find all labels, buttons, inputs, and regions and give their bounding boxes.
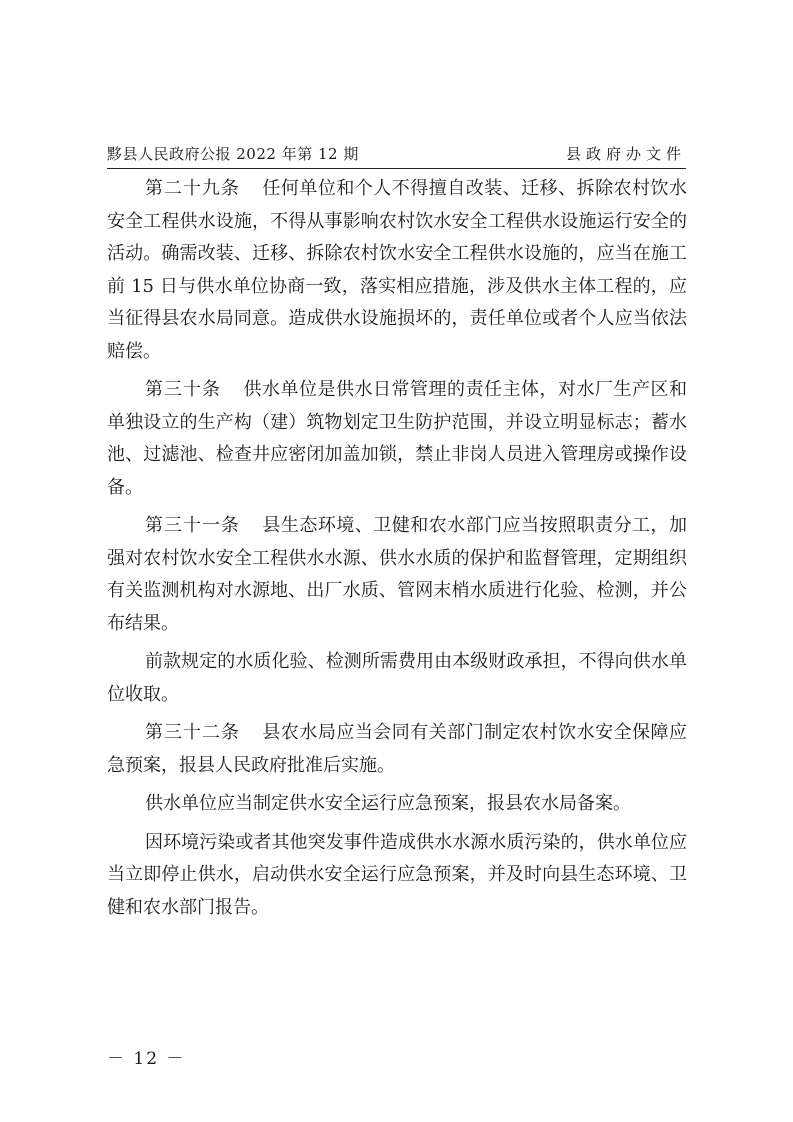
article-31-paragraph [107,510,687,640]
header-section-label: 县政府办文件 [565,145,686,163]
article-heading: 第三十一条 [145,515,240,536]
document-body [107,173,687,930]
article-32-paragraph [107,717,687,782]
running-header [107,140,686,169]
paragraph-text: 任何单位和个人不得擅自改装、迁移、拆除农村饮水安全工程供水设施，不得从事影响农村饮水安全工程供水设施运行安全的活动。确需改装、迁移、拆除农村饮水安全工程供水设施的，应当在施工前 15 日与供水单位协商一致，落实相应措施，涉及供水主体工程的，应当征得县农水局同意。造成供水设施损坏的，责任单位或者个人应当依法赔偿。 [107,178,688,362]
article-heading: 第三十条 [145,379,221,400]
article-heading: 第二十九条 [145,178,240,199]
article-heading: 第三十二条 [145,722,240,743]
paragraph-text: 县农水局应当会同有关部门制定农村饮水安全保障应急预案，报县人民政府批准后实施。 [107,722,688,776]
header-publication-title: 黟县人民政府公报 2022 年第 12 期 [107,145,359,163]
article-32-clause-2-paragraph [107,788,687,821]
paragraph-text: 因环境污染或者其他突发事件造成供水水源水质污染的，供水单位应当立即停止供水，启动供水安全运行应急预案，并及时向县生态环境、卫健和农水部门报告。 [107,831,687,918]
paragraph-text: 供水单位应当制定供水安全运行应急预案，报县农水局备案。 [145,793,631,814]
paragraph-text: 前款规定的水质化验、检测所需费用由本级财政承担，不得向供水单位收取。 [107,651,687,705]
paragraph-text: 县生态环境、卫健和农水部门应当按照职责分工，加强对农村饮水安全工程供水水源、供水水质的保护和监督管理，定期组织有关监测机构对水源地、出厂水质、管网末梢水质进行化验、检测，并公布结果。 [107,515,688,634]
article-32-clause-3-paragraph [107,827,687,925]
article-31-clause-2-paragraph [107,646,687,711]
paragraph-text: 供水单位是供水日常管理的责任主体，对水厂生产区和单独设立的生产构（建）筑物划定卫生防护范围，并设立明显标志；蓄水池、过滤池、检查井应密闭加盖加锁，禁止非岗人员进入管理房或操作设备。 [107,379,687,498]
article-29-paragraph [107,173,687,368]
article-30-paragraph [107,374,687,504]
page-number: － 12 － [107,1049,186,1069]
